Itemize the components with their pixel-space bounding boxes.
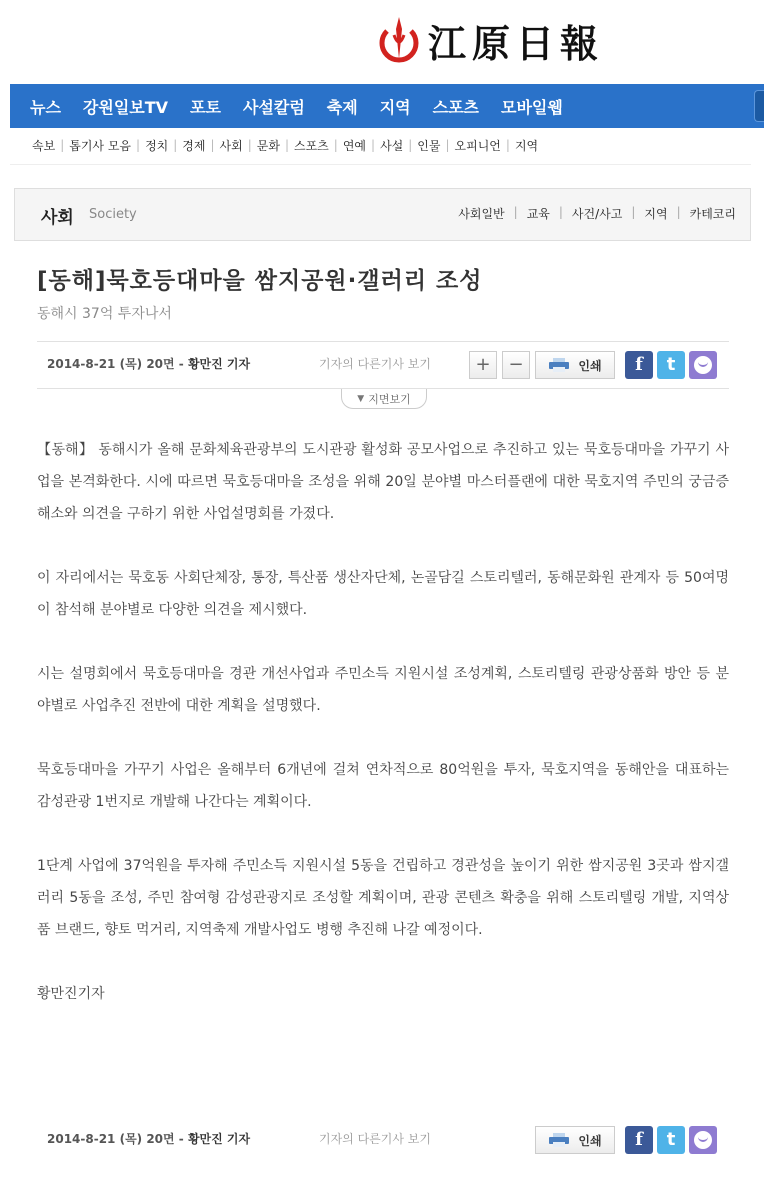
- triangle-down-icon: ▼: [357, 393, 365, 404]
- article-tools: [535, 1126, 717, 1154]
- sub-nav-item[interactable]: 속보: [32, 138, 56, 153]
- reporter-name: 황만진 기자: [187, 1132, 251, 1146]
- main-nav-item[interactable]: 강원일보TV: [82, 97, 169, 117]
- print-button[interactable]: [535, 1126, 615, 1154]
- date-page: 2014-8-21 (목) 20면 -: [47, 357, 188, 371]
- nav-search-edge[interactable]: [754, 90, 764, 122]
- article-paragraph: 【동해】 동해시가 올해 문화체육관광부의 도시관광 활성화 공모사업으로 추진하고 있는 묵호등대마을 가꾸기 사업을 본격화한다. 시에 따르면 묵호등대마을 조성을 위해 20일 분야별 마스터플랜에 대한 묵호지역 주민의 궁금증 해소와 의견을 구하기 위한 사업설명회를 가졌다.: [37, 442, 729, 522]
- twitter-share-icon[interactable]: t: [657, 351, 685, 379]
- article-signature: 황만진기자: [37, 986, 105, 1002]
- sub-nav-item[interactable]: 연예: [342, 138, 367, 153]
- sub-nav-item[interactable]: 사회: [219, 138, 243, 153]
- site-logo[interactable]: [378, 12, 604, 68]
- cyworld-share-icon[interactable]: [689, 1126, 717, 1154]
- sub-nav-item[interactable]: 톱기사 모음: [69, 138, 132, 153]
- sub-nav-item[interactable]: 문화: [256, 138, 280, 153]
- sub-nav-item[interactable]: 오피니언: [454, 138, 501, 153]
- divider: |: [247, 138, 252, 152]
- facebook-share-icon[interactable]: f: [625, 1126, 653, 1154]
- sub-nav-item[interactable]: 정치: [145, 138, 169, 153]
- article-subhead: 동해시 37억 투자나서: [37, 306, 172, 322]
- divider: |: [445, 138, 450, 152]
- main-nav: [10, 84, 764, 128]
- zoom-in-button[interactable]: +: [469, 351, 497, 379]
- divider: |: [408, 138, 413, 152]
- cyworld-face: [694, 1131, 712, 1149]
- date-page: 2014-8-21 (목) 20면 -: [47, 1132, 188, 1146]
- printer-icon: [548, 1133, 570, 1147]
- page-view-tab[interactable]: [341, 389, 427, 409]
- main-nav-item[interactable]: 사설칼럼: [242, 97, 305, 117]
- divider: |: [60, 138, 65, 152]
- divider: |: [284, 138, 289, 152]
- main-nav-item[interactable]: 뉴스: [30, 97, 61, 117]
- section-link[interactable]: 사건/사고: [571, 207, 623, 221]
- main-nav-item[interactable]: 지역: [379, 97, 411, 117]
- section-link[interactable]: 사회일반: [458, 207, 505, 221]
- divider: |: [333, 138, 338, 152]
- sub-nav-item[interactable]: 경제: [182, 138, 206, 153]
- sub-nav-item[interactable]: 스포츠: [294, 138, 329, 153]
- divider: [10, 164, 751, 165]
- divider: |: [210, 138, 215, 152]
- divider: |: [558, 205, 563, 219]
- facebook-share-icon[interactable]: f: [625, 351, 653, 379]
- article-paragraph: 이 자리에서는 묵호동 사회단체장, 통장, 특산품 생산자단체, 논골담길 스토리텔러, 동해문화원 관계자 등 50여명이 참석해 분야별로 다양한 의견을 제시했다.: [37, 570, 729, 618]
- article-paragraph: 1단계 사업에 37억원을 투자해 주민소득 지원시설 5동을 건립하고 경관성을 높이기 위한 쌈지공원 3곳과 쌈지갤러리 5동을 조성, 주민 참여형 감성관광지로 조성할 계획이며, 관광 콘텐츠 확충을 위해 스토리텔링 개발, 지역상품 브랜드, 향토 먹거리, 지역축제 개발사업도 병행 추진해 나갈 예정이다.: [37, 858, 729, 938]
- article-tools: [469, 351, 717, 379]
- section-title-en: Society: [89, 207, 137, 222]
- print-button[interactable]: [535, 351, 615, 379]
- other-articles-link[interactable]: 기자의 다른기사 보기: [319, 1132, 431, 1146]
- main-nav-item[interactable]: 포토: [190, 97, 221, 117]
- article-paragraph: 시는 설명회에서 묵호등대마을 경관 개선사업과 주민소득 지원시설 조성계획, 스토리텔링 관광상품화 방안 등 분야별로 사업추진 전반에 대한 계획을 설명했다.: [37, 666, 729, 714]
- cyworld-face: [694, 356, 712, 374]
- print-label: 인쇄: [578, 358, 602, 373]
- logo-emblem-icon: [378, 15, 420, 65]
- main-nav-item[interactable]: 모바일웹: [501, 97, 563, 117]
- cyworld-share-icon[interactable]: [689, 351, 717, 379]
- twitter-share-icon[interactable]: t: [657, 1126, 685, 1154]
- main-nav-item[interactable]: 축제: [326, 97, 358, 117]
- page-view-label: 지면보기: [368, 392, 411, 406]
- byline: [47, 355, 250, 372]
- divider: |: [173, 138, 178, 152]
- reporter-name: 황만진 기자: [187, 357, 251, 371]
- section-link[interactable]: 지역: [644, 207, 668, 221]
- sub-nav-item[interactable]: 인물: [417, 138, 441, 153]
- divider: |: [371, 138, 376, 152]
- logo-text: 江原日報: [428, 20, 605, 66]
- divider: |: [631, 205, 636, 219]
- article-info-bar: [37, 341, 729, 389]
- article-headline: [동해]묵호등대마을 쌈지공원·갤러리 조성: [37, 268, 483, 294]
- sub-nav-item[interactable]: 지역: [514, 138, 539, 153]
- main-nav-item[interactable]: 스포츠: [432, 97, 480, 117]
- sub-nav: [32, 134, 538, 156]
- printer-icon: [548, 358, 570, 372]
- divider: |: [505, 138, 510, 152]
- section-link[interactable]: 카테코리: [689, 207, 736, 221]
- divider: |: [513, 205, 518, 219]
- article-info-bar-bottom: [37, 1117, 729, 1165]
- divider: |: [676, 205, 681, 219]
- divider: |: [136, 138, 141, 152]
- section-header: [14, 188, 751, 241]
- section-link[interactable]: 교육: [526, 207, 550, 221]
- zoom-out-button[interactable]: −: [502, 351, 530, 379]
- other-articles-link[interactable]: 기자의 다른기사 보기: [319, 357, 431, 371]
- sub-nav-item[interactable]: 사설: [380, 138, 404, 153]
- article-paragraph: 묵호등대마을 가꾸기 사업은 올해부터 6개년에 걸쳐 연차적으로 80억원을 투자, 묵호지역을 동해안을 대표하는 감성관광 1번지로 개발해 나간다는 계획이다.: [37, 762, 729, 810]
- section-links: [458, 205, 736, 222]
- article-body: [37, 434, 729, 1042]
- section-title: 사회: [41, 208, 74, 228]
- print-label: 인쇄: [578, 1133, 602, 1148]
- byline: [47, 1130, 250, 1147]
